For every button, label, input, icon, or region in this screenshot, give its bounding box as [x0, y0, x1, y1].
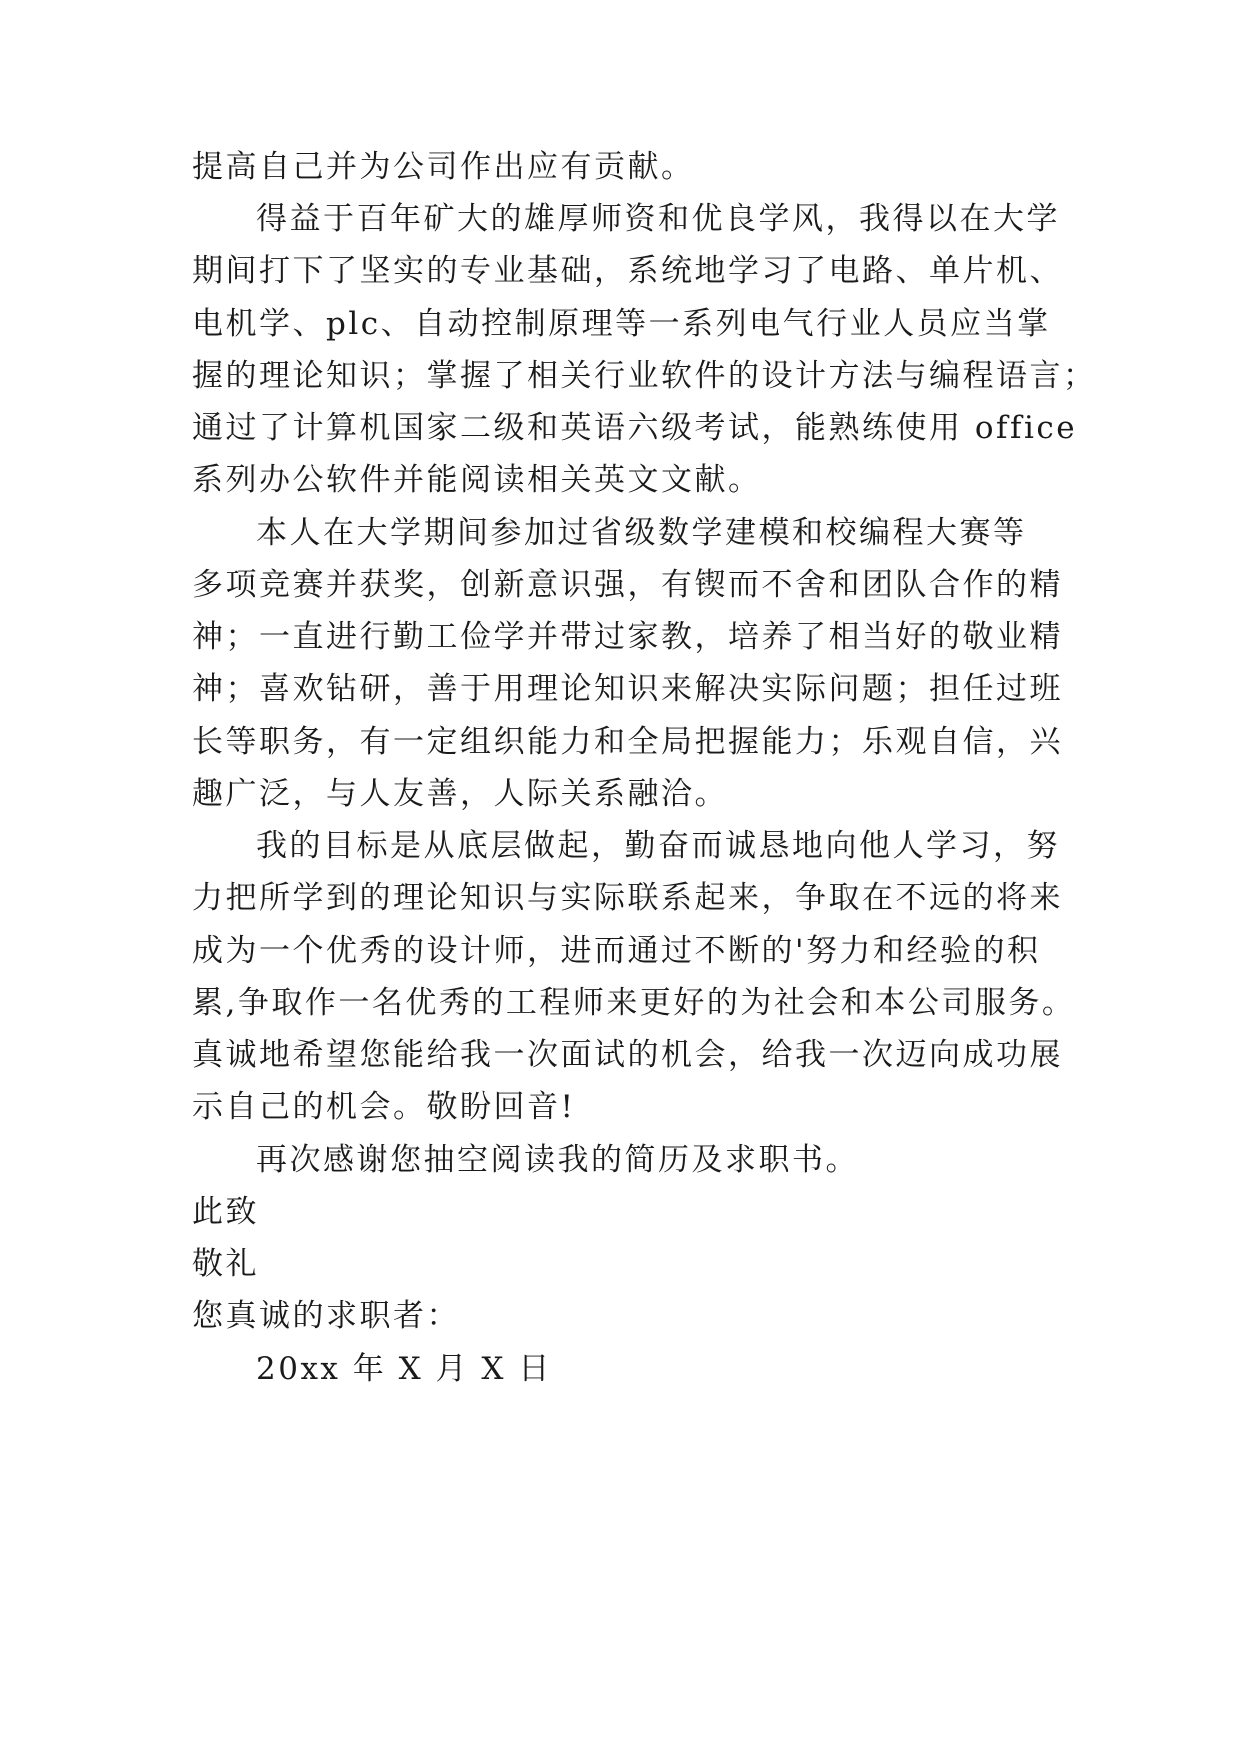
text-line: 示自己的机会。敬盼回音!: [192, 1089, 576, 1125]
text-line: 成为一个优秀的设计师，进而通过不断的'努力和经验的积: [192, 933, 1041, 969]
text-line: 累,争取作一名优秀的工程师来更好的为社会和本公司服务。: [192, 985, 1076, 1021]
text-line: 神；一直进行勤工俭学并带过家教，培养了相当好的敬业精: [192, 619, 1063, 655]
text-line: 多项竞赛并获奖，创新意识强，有锲而不舍和团队合作的精: [192, 567, 1063, 603]
text-line: 电机学、plc、自动控制原理等一系列电气行业人员应当掌: [192, 306, 1051, 342]
text-line: 再次感谢您抽空阅读我的简历及求职书。: [256, 1142, 859, 1178]
text-line: 期间打下了坚实的专业基础，系统地学习了电路、单片机、: [192, 253, 1063, 289]
signature-label: 您真诚的求职者：: [192, 1298, 460, 1334]
text-line: 握的理论知识；掌握了相关行业软件的设计方法与编程语言；: [192, 358, 1097, 394]
date-line: 20xx 年 X 月 X 日: [256, 1351, 552, 1387]
closing-salutation: 此致: [192, 1194, 259, 1230]
text-line: 本人在大学期间参加过省级数学建模和校编程大赛等: [256, 515, 1027, 551]
text-line: 提高自己并为公司作出应有贡献。: [192, 149, 695, 185]
text-line: 真诚地希望您能给我一次面试的机会，给我一次迈向成功展: [192, 1037, 1063, 1073]
text-line: 通过了计算机国家二级和英语六级考试，能熟练使用 office: [192, 410, 1078, 446]
text-line: 趣广泛，与人友善，人际关系融洽。: [192, 776, 728, 812]
text-line: 我的目标是从底层做起，勤奋而诚恳地向他人学习，努: [256, 828, 1060, 864]
closing-regards: 敬礼: [192, 1246, 259, 1282]
text-line: 神；喜欢钻研，善于用理论知识来解决实际问题；担任过班: [192, 671, 1063, 707]
text-line: 得益于百年矿大的雄厚师资和优良学风，我得以在大学: [256, 201, 1060, 237]
text-line: 系列办公软件并能阅读相关英文文献。: [192, 462, 762, 498]
text-line: 长等职务，有一定组织能力和全局把握能力；乐观自信，兴: [192, 724, 1063, 760]
text-line: 力把所学到的理论知识与实际联系起来，争取在不远的将来: [192, 880, 1063, 916]
